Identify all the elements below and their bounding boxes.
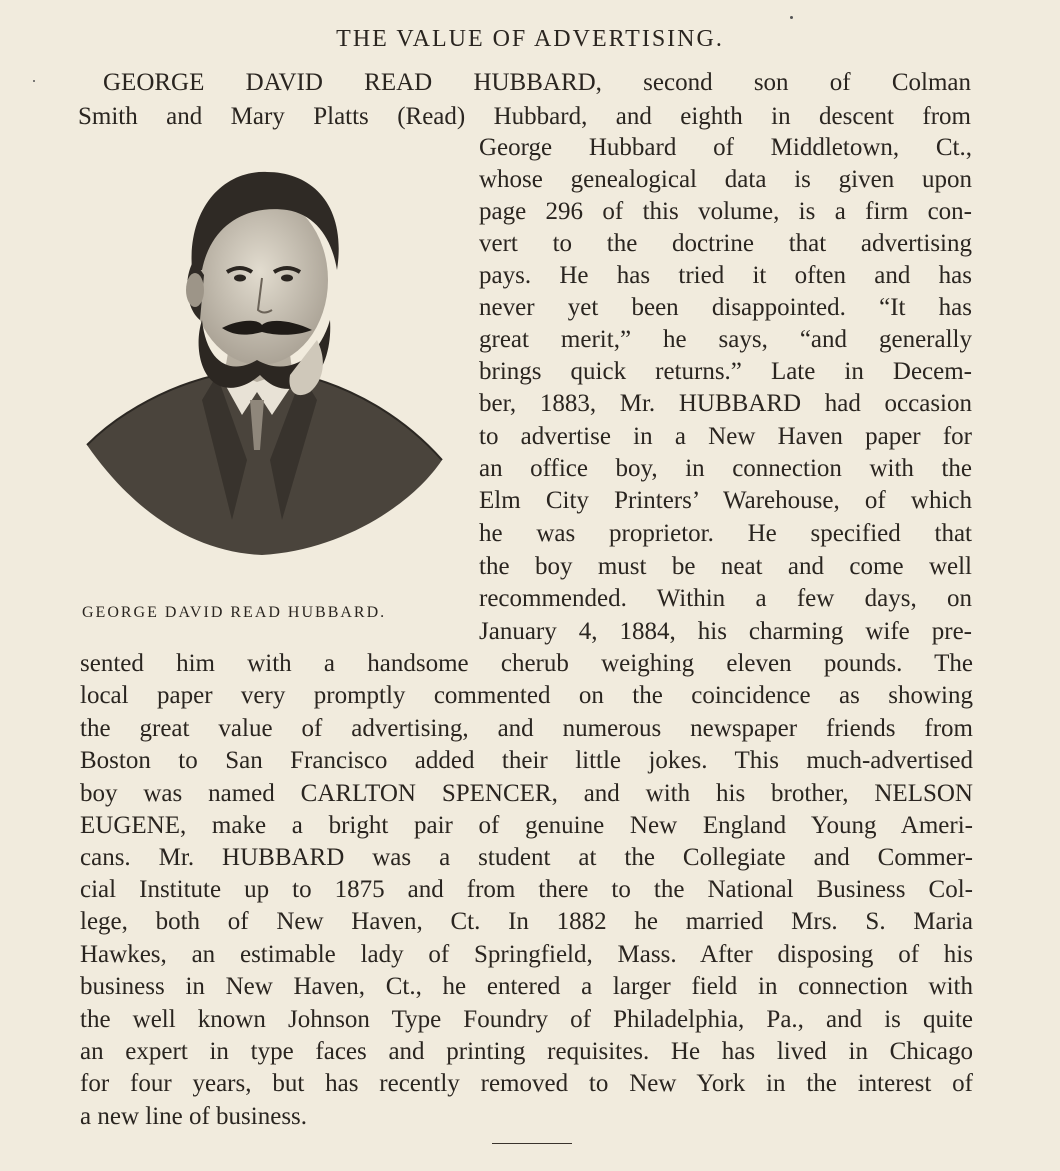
text-line: recommended. Within a few days, on [479, 585, 972, 612]
text-line: Boston to San Francisco added their little jokes. This much-advertised [80, 747, 973, 774]
text-line: the great value of advertising, and numerous newspaper friends from [80, 715, 973, 742]
portrait-caption: GEORGE DAVID READ HUBBARD. [82, 604, 387, 621]
end-rule [492, 1143, 572, 1144]
ink-speck [790, 16, 793, 19]
portrait-engraving-icon [82, 160, 447, 560]
text-line: ber, 1883, Mr. HUBBARD had occasion [479, 390, 972, 417]
text-line: local paper very promptly commented on the coincidence as showing [80, 682, 973, 709]
text-line: GEORGE DAVID READ HUBBARD, second son of Colman [103, 69, 971, 96]
text-line: pays. He has tried it often and has [479, 262, 972, 289]
text-line: a new line of business. [80, 1103, 308, 1130]
text-line: cial Institute up to 1875 and from there to the National Business Col- [80, 876, 973, 903]
text-line: page 296 of this volume, is a firm con- [479, 198, 972, 225]
text-line: sented him with a handsome cherub weighing eleven pounds. The [80, 650, 973, 677]
text-line: great merit,” he says, “and generally [479, 326, 972, 353]
text-line: lege, both of New Haven, Ct. In 1882 he married Mrs. S. Maria [80, 908, 973, 935]
text-line: brings quick returns.” Late in Decem- [479, 358, 972, 385]
text-line: George Hubbard of Middletown, Ct., [479, 134, 972, 161]
text-line: Smith and Mary Platts (Read) Hubbard, and eighth in descent from [78, 103, 971, 130]
text-line: never yet been disappointed. “It has [479, 294, 972, 321]
text-line: vert to the doctrine that advertising [479, 230, 972, 257]
text-line: business in New Haven, Ct., he entered a larger field in connection with [80, 973, 973, 1000]
text-line: EUGENE, make a bright pair of genuine New England Young Ameri- [80, 812, 973, 839]
text-line: an office boy, in connection with the [479, 455, 972, 482]
text-line: January 4, 1884, his charming wife pre- [479, 618, 972, 645]
text-line: the boy must be neat and come well [479, 553, 972, 580]
text-line: Elm City Printers’ Warehouse, of which [479, 487, 972, 514]
text-line: he was proprietor. He specified that [479, 520, 972, 547]
text-line: cans. Mr. HUBBARD was a student at the Collegiate and Commer- [80, 844, 973, 871]
text-line: an expert in type faces and printing requisites. He has lived in Chicago [80, 1038, 973, 1065]
page-title: THE VALUE OF ADVERTISING. [336, 26, 724, 52]
ink-speck [33, 80, 35, 82]
text-line: Hawkes, an estimable lady of Springfield, Mass. After disposing of his [80, 941, 973, 968]
text-line: whose genealogical data is given upon [479, 166, 972, 193]
text-line: to advertise in a New Haven paper for [479, 423, 972, 450]
text-line: boy was named CARLTON SPENCER, and with his brother, NELSON [80, 780, 973, 807]
text-line: the well known Johnson Type Foundry of Philadelphia, Pa., and is quite [80, 1006, 973, 1033]
text-line: for four years, but has recently removed to New York in the interest of [80, 1070, 973, 1097]
